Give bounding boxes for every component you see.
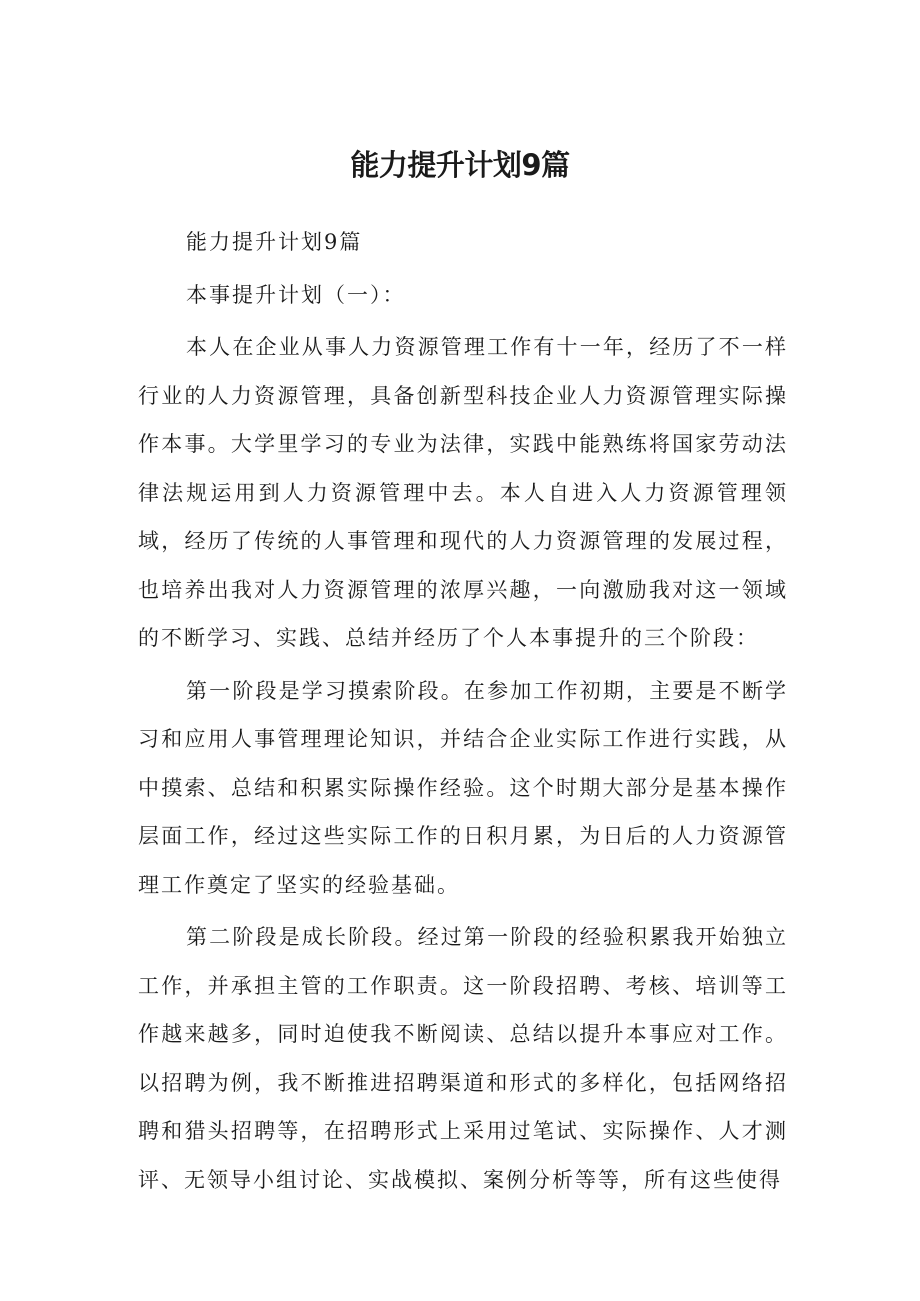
intro-paragraph: 本人在企业从事人力资源管理工作有十一年，经历了不一样行业的人力资源管理，具备创新型科技企业人力资源管理实际操作本事。大学里学习的专业为法律，实践中能熟练将国家劳动法律法规运用到人力资源管理中去。本人自进入人力资源管理领域，经历了传统的人事管理和现代的人力资源管理的发展过程，也培养出我对人力资源管理的浓厚兴趣，一向激励我对这一领域的不断学习、实践、总结并经历了个人本事提升的三个阶段： (138, 335, 788, 650)
section-heading: 本事提升计划（一）： (186, 282, 406, 307)
document-body (138, 218, 788, 1204)
stage-two-paragraph: 第二阶段是成长阶段。经过第一阶段的经验积累我开始独立工作，并承担主管的工作职责。这一阶段招聘、考核、培训等工作越来越多，同时迫使我不断阅读、总结以提升本事应对工作。以招聘为例，我不断推进招聘渠道和形式的多样化，包括网络招聘和猎头招聘等，在招聘形式上采用过笔试、实际操作、人才测评、无领导小组讨论、实战模拟、案例分析等等，所有这些使得 (138, 925, 788, 1192)
subtitle-paragraph: 能力提升计划9篇 (186, 230, 363, 254)
document-title: 能力提升计划9篇 (350, 148, 570, 182)
stage-one-paragraph: 第一阶段是学习摸索阶段。在参加工作初期，主要是不断学习和应用人事管理理论知识，并结合企业实际工作进行实践，从中摸索、总结和积累实际操作经验。这个时期大部分是基本操作层面工作，经过这些实际工作的日积月累，为日后的人力资源管理工作奠定了坚实的经验基础。 (138, 678, 788, 897)
